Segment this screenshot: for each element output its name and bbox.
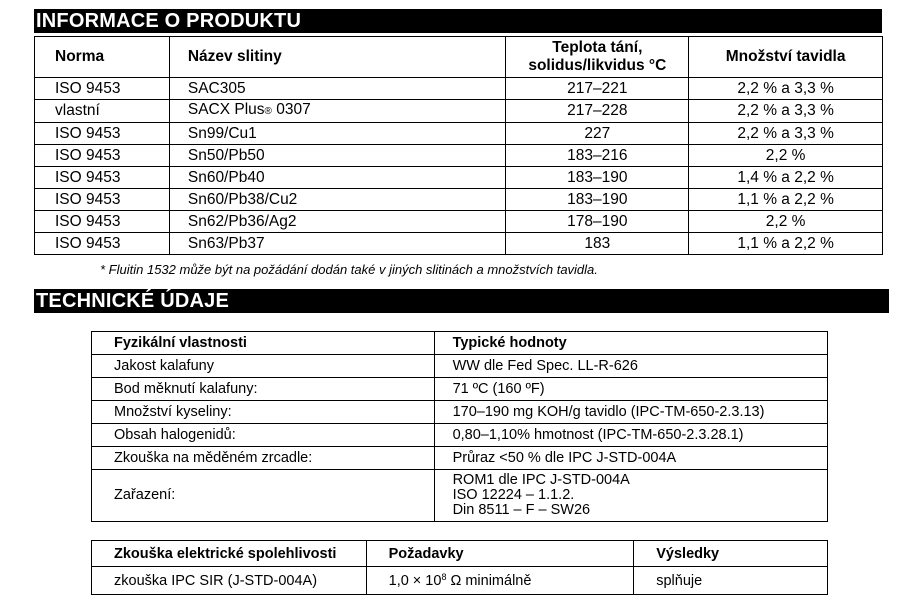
property-label: Bod měknutí kalafuny:	[92, 378, 435, 401]
product-info-table	[34, 36, 883, 255]
cell-flux: 1,1 % a 2,2 %	[689, 233, 883, 255]
cell-temp: 183–216	[506, 145, 689, 167]
cell-flux: 2,2 %	[689, 145, 883, 167]
registered-mark: ®	[264, 106, 272, 117]
property-label: Množství kyseliny:	[92, 401, 435, 424]
header-melting-temp	[506, 37, 689, 78]
header-electrical-test: Zkouška elektrické spolehlivosti	[92, 541, 367, 567]
property-label-classification: Zařazení:	[92, 470, 435, 522]
classification-line: Din 8511 – F – SW26	[452, 502, 591, 518]
cell-alloy	[169, 100, 506, 123]
table-header-row	[92, 541, 828, 567]
table-row	[35, 100, 883, 123]
cell-alloy: Sn63/Pb37	[169, 233, 506, 255]
cell-norma: ISO 9453	[35, 189, 170, 211]
header-melting-temp-line1: Teplota tání,	[552, 39, 643, 56]
table-row	[35, 233, 883, 255]
cell-norma: ISO 9453	[35, 233, 170, 255]
header-flux-amount: Množství tavidla	[689, 37, 883, 78]
cell-flux: 1,4 % a 2,2 %	[689, 167, 883, 189]
cell-alloy: Sn99/Cu1	[169, 123, 506, 145]
cell-temp: 217–228	[506, 100, 689, 123]
cell-temp: 183	[506, 233, 689, 255]
cell-temp: 178–190	[506, 211, 689, 233]
header-physical-properties: Fyzikální vlastnosti	[92, 332, 435, 355]
table-row	[35, 189, 883, 211]
table-row	[92, 447, 828, 470]
header-alloy-name: Název slitiny	[169, 37, 506, 78]
cell-alloy: Sn60/Pb38/Cu2	[169, 189, 506, 211]
section-title-technical-data: TECHNICKÉ ÚDAJE	[34, 289, 889, 313]
property-value-classification	[434, 470, 827, 522]
table-row	[92, 470, 828, 522]
cell-temp: 183–190	[506, 167, 689, 189]
header-norma: Norma	[35, 37, 170, 78]
cell-flux: 2,2 % a 3,3 %	[689, 100, 883, 123]
property-value: 0,80–1,10% hmotnost (IPC-TM-650-2.3.28.1)	[434, 424, 827, 447]
classification-line: ROM1 dle IPC J-STD-004A	[452, 472, 630, 488]
electrical-reliability-table	[91, 540, 828, 595]
table-row	[35, 167, 883, 189]
table-row	[92, 424, 828, 447]
property-label: Zkouška na měděném zrcadle:	[92, 447, 435, 470]
cell-norma: ISO 9453	[35, 123, 170, 145]
section-title-product-info: INFORMACE O PRODUKTU	[34, 9, 882, 33]
classification-line: ISO 12224 – 1.1.2.	[452, 487, 575, 503]
header-requirements: Požadavky	[366, 541, 634, 567]
table-row	[92, 401, 828, 424]
table-header-row	[35, 37, 883, 78]
table-row	[35, 123, 883, 145]
cell-norma: ISO 9453	[35, 145, 170, 167]
cell-norma: ISO 9453	[35, 167, 170, 189]
requirement-prefix: 1,0 × 10	[388, 573, 442, 589]
cell-alloy: Sn60/Pb40	[169, 167, 506, 189]
cell-norma: ISO 9453	[35, 211, 170, 233]
cell-temp: 217–221	[506, 78, 689, 100]
header-melting-temp-line2: solidus/likvidus °C	[528, 57, 667, 74]
alloy-name-text: SACX Plus	[187, 101, 265, 118]
requirement-suffix: Ω minimálně	[446, 573, 532, 589]
cell-flux: 1,1 % a 2,2 %	[689, 189, 883, 211]
cell-temp: 227	[506, 123, 689, 145]
test-name: zkouška IPC SIR (J-STD-004A)	[92, 567, 367, 595]
cell-norma: ISO 9453	[35, 78, 170, 100]
cell-alloy: Sn50/Pb50	[169, 145, 506, 167]
property-value: 71 ºC (160 ºF)	[434, 378, 827, 401]
header-results: Výsledky	[634, 541, 828, 567]
property-label: Obsah halogenidů:	[92, 424, 435, 447]
cell-flux: 2,2 % a 3,3 %	[689, 78, 883, 100]
cell-flux: 2,2 % a 3,3 %	[689, 123, 883, 145]
property-label: Jakost kalafuny	[92, 355, 435, 378]
result-value: splňuje	[634, 567, 828, 595]
alloy-name-suffix: 0307	[271, 101, 311, 118]
table-row	[92, 355, 828, 378]
table-row	[35, 78, 883, 100]
footnote: * Fluitin 1532 může být na požádání dodán také v jiných slitinách a množstvích tavidla.	[100, 262, 598, 277]
table-header-row	[92, 332, 828, 355]
header-typical-values: Typické hodnoty	[434, 332, 827, 355]
requirement-exponent: 8	[441, 572, 447, 582]
cell-norma: vlastní	[35, 100, 170, 123]
property-value: WW dle Fed Spec. LL-R-626	[434, 355, 827, 378]
requirement-value	[366, 567, 634, 595]
table-row	[35, 145, 883, 167]
cell-alloy: Sn62/Pb36/Ag2	[169, 211, 506, 233]
technical-data-table	[91, 331, 828, 522]
table-row	[35, 211, 883, 233]
table-row	[92, 378, 828, 401]
property-value: 170–190 mg KOH/g tavidlo (IPC-TM-650-2.3.13)	[434, 401, 827, 424]
property-value: Průraz <50 % dle IPC J-STD-004A	[434, 447, 827, 470]
cell-temp: 183–190	[506, 189, 689, 211]
cell-flux: 2,2 %	[689, 211, 883, 233]
table-row	[92, 567, 828, 595]
cell-alloy: SAC305	[169, 78, 506, 100]
